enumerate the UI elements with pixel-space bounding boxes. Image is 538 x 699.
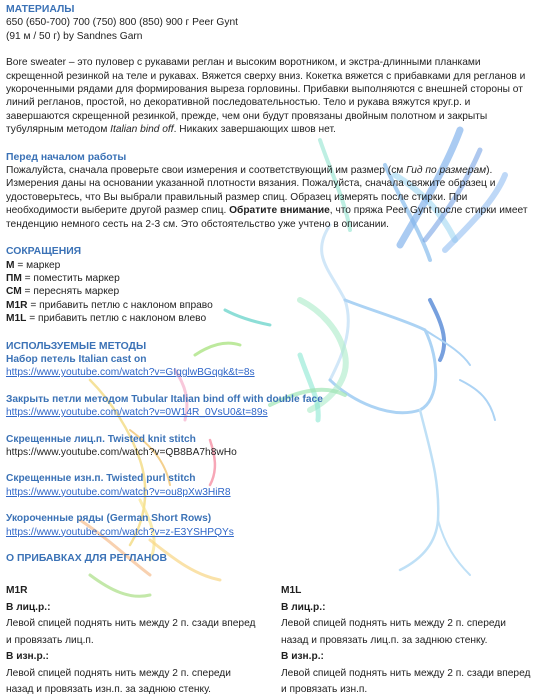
method-video-link[interactable]: https://www.youtube.com/watch?v=z-E3YSHPQYs xyxy=(6,526,234,538)
raglan-heading: О ПРИБАВКАХ ДЛЯ РЕГЛАНОВ xyxy=(6,553,168,564)
method-title: Набор петель Italian cast on xyxy=(6,353,147,365)
before-line-1b: ). xyxy=(486,165,493,177)
purl-row-text: Левой спицей поднять нить между 2 п. спереди назад и провязать изн.п. за заднюю стенку. xyxy=(6,667,231,695)
pattern-page xyxy=(6,3,532,565)
knit-row-label: В лиц.р.: xyxy=(6,601,51,613)
m1r-title: M1R xyxy=(6,585,28,596)
abbr-item xyxy=(6,259,532,272)
abbr-code: М xyxy=(6,259,15,271)
abbr-item xyxy=(6,312,532,325)
intro-text: Bore sweater – это пуловер с рукавами реглан и высоким воротником, и экстра-длинными планками скрещенной резинкой на теле и рукавах. Вяжется сверху вниз. Кокетка вяжется с прибавками для регланов и укороченными рядами для формирования выреза горловины. Прибавки выполняются с внешней стороны от линий регланов, простой, но декоративной последовательностью. Тело и рукава вяжутся круг.р. и завершаются скрещенной резинкой, прежде, чем они будут провязаны двойным полотном и закрыты тубулярным методом xyxy=(6,57,526,136)
materials-sizes: 650 (650-700) 700 (750) 800 (850) 900 г Peer Gynt xyxy=(6,17,238,29)
abbreviations-section xyxy=(6,245,532,325)
materials-heading: МАТЕРИАЛЫ xyxy=(6,4,75,15)
abbr-code: ПМ xyxy=(6,272,22,284)
methods-heading: ИСПОЛЬЗУЕМЫЕ МЕТОДЫ xyxy=(6,340,147,352)
knit-row-text: Левой спицей поднять нить между 2 п. спереди назад и провязать лиц.п. за заднюю стенку. xyxy=(281,618,506,646)
abbr-item xyxy=(6,299,532,312)
materials-section xyxy=(6,3,532,43)
purl-row-label: В изн.р.: xyxy=(281,651,324,662)
attention-note: Обратите внимание xyxy=(229,205,330,217)
methods-section xyxy=(6,340,532,539)
method-title: Укороченные ряды (German Short Rows) xyxy=(6,513,212,525)
before-line-1a: Пожалуйста, сначала проверьте свои измерения и соответствующий им размер (см xyxy=(6,165,407,177)
before-line-1 xyxy=(6,164,532,177)
before-line-2-text: Измерения даны на основании указанной плотности вязания. Пожалуйста, сначала свяжите образец и удостоверьтесь, что Вы выбрали правильный размер спиц. Образец измерять после стирки. При необходимости выберите другой размер спиц. xyxy=(6,178,496,217)
abbr-text: = переснять маркер xyxy=(21,286,120,298)
abbr-code: M1L xyxy=(6,313,27,325)
abbr-code: СМ xyxy=(6,286,22,298)
knit-row-label: В лиц.р.: xyxy=(281,601,326,613)
before-start-section xyxy=(6,151,532,231)
method-title: Закрыть петли методом Tubular Italian bind off with double face xyxy=(6,393,323,405)
method-video-link[interactable]: https://www.youtube.com/watch?v=0W14R_0VsU0&t=89s xyxy=(6,407,268,419)
size-guide-ref: Гид по размерам xyxy=(406,165,487,177)
materials-yarn: (91 м / 50 г) by Sandnes Garn xyxy=(6,30,143,42)
before-start-heading: Перед началом работы xyxy=(6,151,127,163)
m1r-column xyxy=(6,583,256,699)
before-line-3: , что пряжа Peer Gynt после стирки имеет тенденцию немного сесть на 2-3 см. Это обстоятельство уже учтено в описании. xyxy=(6,205,528,230)
intro-tail: . Никаких завершающих швов нет. xyxy=(173,124,336,136)
intro-paragraph xyxy=(6,56,532,136)
abbreviations-heading: СОКРАЩЕНИЯ xyxy=(6,246,82,258)
before-line-2 xyxy=(6,177,532,231)
abbr-text: = поместить маркер xyxy=(21,272,120,284)
m1l-column xyxy=(281,583,531,699)
method-title: Скрещенные изн.п. Twisted purl stitch xyxy=(6,473,196,485)
method-video-link[interactable]: https://www.youtube.com/watch?v=ou8pXw3HiR8 xyxy=(6,486,231,498)
abbr-code: M1R xyxy=(6,299,28,311)
knit-row-text: Левой спицей поднять нить между 2 п. сзади вперед и провязать лиц.п. xyxy=(6,618,256,646)
abbr-item xyxy=(6,285,532,298)
purl-row-text: Левой спицей поднять нить между 2 п. сзади вперед и провязать изн.п. xyxy=(281,667,531,695)
abbr-text: = прибавить петлю с наклоном влево xyxy=(26,313,207,325)
method-video-url-plain: https://www.youtube.com/watch?v=QB8BA7h8wHo xyxy=(6,446,237,458)
abbr-item xyxy=(6,272,532,285)
intro-section xyxy=(6,56,532,136)
abbr-text: = маркер xyxy=(14,259,61,271)
purl-row-label: В изн.р.: xyxy=(6,651,49,662)
intro-method-italic: Italian bind off xyxy=(110,124,174,136)
m1l-title: M1L xyxy=(281,585,302,596)
method-title: Скрещенные лиц.п. Twisted knit stitch xyxy=(6,433,196,445)
abbr-text: = прибавить петлю с наклоном вправо xyxy=(27,299,213,311)
method-video-link[interactable]: https://www.youtube.com/watch?v=GIgglwBGqgk&t=8s xyxy=(6,367,255,379)
